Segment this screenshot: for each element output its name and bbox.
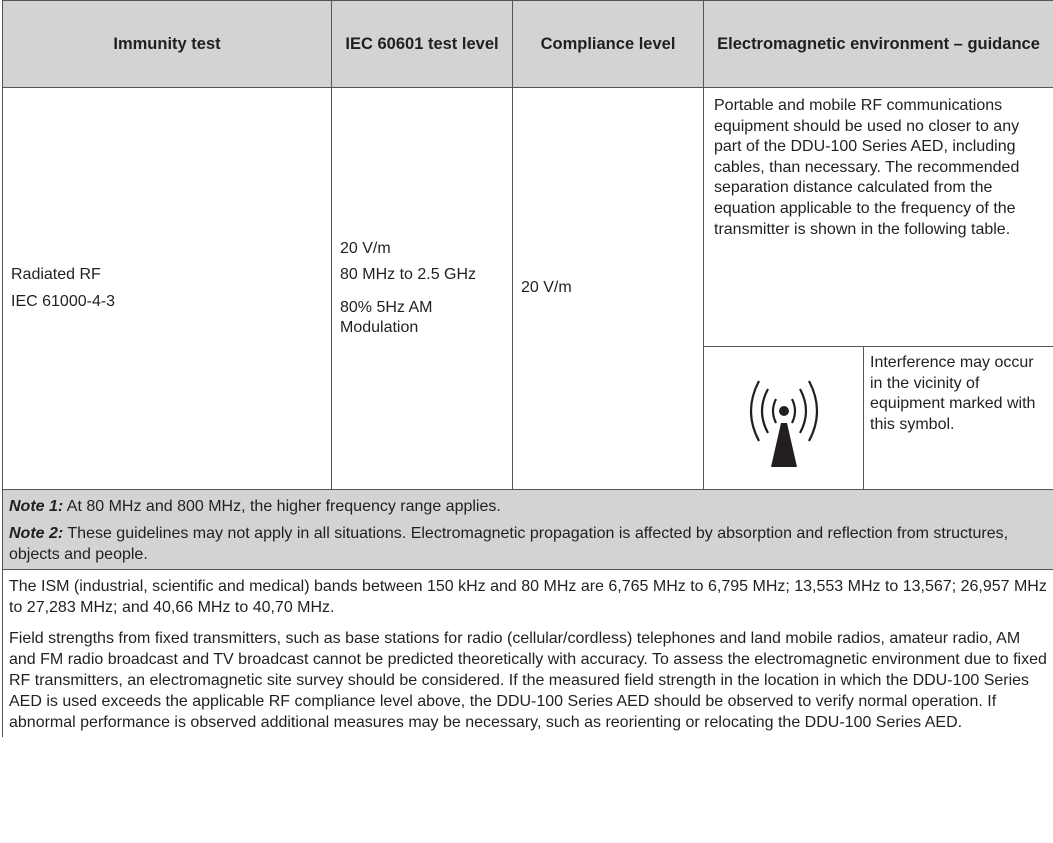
header-iec-level: IEC 60601 test level — [332, 1, 513, 88]
compliance-value: 20 V/m — [521, 279, 572, 297]
guidance-text: Portable and mobile RF communications equipment should be used no closer to any part of the DDU-100 Series AED, including cables, than necessary. The recommended separation distance calculated from the equation applicable to the frequency of the transmitter is shown in the following table. — [714, 97, 1020, 238]
ism-bands-paragraph: The ISM (industrial, scientific and medical) bands between 150 kHz and 80 MHz are 6,765 MHz to 6,795 MHz; 13,553 MHz to 13,567; 26,957 MHz to 27,283 MHz; and 40,66 MHz to 40,70 MHz. — [9, 578, 1047, 616]
emc-table-frame — [2, 0, 1053, 843]
notes-cell — [3, 490, 1053, 570]
header-immunity-test: Immunity test — [3, 1, 332, 88]
interference-text: Interference may occur in the vicinity of equipment marked with this symbol. — [870, 354, 1036, 433]
table-header-row — [3, 1, 1053, 88]
symbol-cell — [704, 347, 864, 490]
note-1-text: At 80 MHz and 800 MHz, the higher frequency range applies. — [63, 498, 501, 515]
compliance-cell — [513, 88, 704, 490]
header-compliance-level: Compliance level — [513, 1, 704, 88]
immunity-test-cell — [3, 88, 332, 490]
note-2 — [9, 523, 1047, 565]
header-em-guidance: Electromagnetic environment – guidance — [704, 1, 1053, 88]
note-1-label: Note 1: — [9, 498, 64, 515]
interference-cell — [864, 347, 1053, 490]
footer-row — [3, 570, 1053, 738]
level-modulation: 80% 5Hz AM Modulation — [340, 298, 433, 336]
note-2-text: These guidelines may not apply in all situations. Electromagnetic propagation is affected by absorption and reflection from structures, objects and people. — [9, 525, 1009, 563]
note-2-label: Note 2: — [9, 525, 64, 542]
guidance-cell — [704, 88, 1053, 347]
iec-level-cell — [332, 88, 513, 490]
test-name: Radiated RF — [11, 266, 101, 283]
test-standard: IEC 61000-4-3 — [11, 292, 116, 310]
emc-immunity-table — [2, 0, 1053, 737]
field-strength-paragraph: Field strengths from fixed transmitters, such as base stations for radio (cellular/cordless) telephones and land mobile radios, amateur radio, AM and FM radio broadcast and TV broadcast cannot be predicted theoretically with accuracy. To assess the electromagnetic environment due to fixed RF transmitters, an electromagnetic site survey should be considered. If the measured field strength in the location in which the DDU-100 Series AED is used exceeds the applicable RF compliance level above, the DDU-100 Series AED should be observed to verify normal operation. If abnormal performance is observed additional measures may be necessary, such as reorienting or relocating the DDU-100 Series AED. — [9, 630, 1047, 731]
footer-cell — [3, 570, 1053, 738]
level-value: 20 V/m — [340, 239, 391, 257]
table-row — [3, 88, 1053, 347]
note-1 — [9, 496, 1047, 517]
level-frequency: 80 MHz to 2.5 GHz — [340, 266, 477, 283]
notes-row — [3, 490, 1053, 570]
non-ionizing-radiation-icon — [729, 361, 839, 471]
